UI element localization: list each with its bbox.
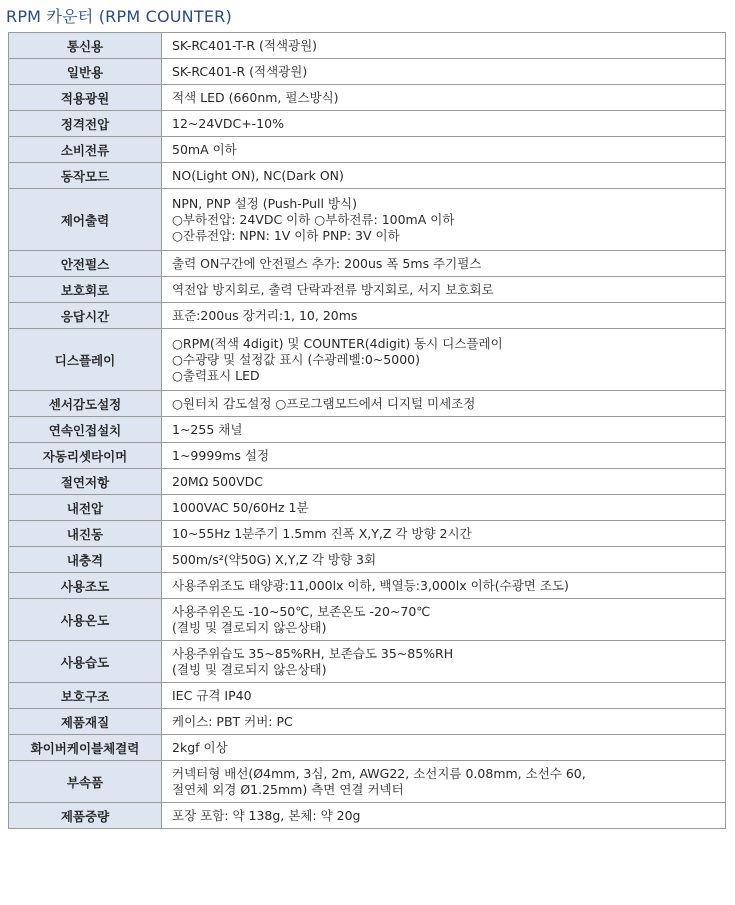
spec-value	[162, 137, 726, 163]
spec-value-line: NO(Light ON), NC(Dark ON)	[172, 167, 344, 183]
spec-value-line: ○RPM(적색 4digit) 및 COUNTER(4digit) 동시 디스플레이	[172, 335, 503, 351]
spec-value-line: 사용주위습도 35~85%RH, 보존습도 35~85%RH	[172, 645, 454, 661]
table-row	[9, 641, 726, 683]
table-row	[9, 251, 726, 277]
spec-value-line: ○수광량 및 설정값 표시 (수광레벨:0~5000)	[172, 351, 420, 367]
spec-value-line: 적색 LED (660nm, 펄스방식)	[172, 89, 339, 105]
spec-value	[162, 761, 726, 803]
spec-value-line: 케이스: PBT 커버: PC	[172, 713, 293, 729]
spec-value	[162, 417, 726, 443]
spec-value-line: 1000VAC 50/60Hz 1분	[172, 499, 309, 515]
spec-value	[162, 709, 726, 735]
spec-value-line: SK-RC401-R (적색광원)	[172, 63, 308, 79]
spec-value	[162, 33, 726, 59]
spec-value	[162, 189, 726, 251]
spec-value	[162, 277, 726, 303]
spec-label: 안전펄스	[9, 251, 162, 277]
spec-value	[162, 59, 726, 85]
table-row	[9, 709, 726, 735]
table-row	[9, 33, 726, 59]
spec-value	[162, 547, 726, 573]
spec-value	[162, 495, 726, 521]
spec-value-line: ○출력표시 LED	[172, 367, 260, 383]
table-row	[9, 277, 726, 303]
spec-label: 내전압	[9, 495, 162, 521]
spec-label: 내진동	[9, 521, 162, 547]
table-row	[9, 495, 726, 521]
spec-value	[162, 469, 726, 495]
table-row	[9, 573, 726, 599]
spec-value-line: (결빙 및 결로되지 않은상태)	[172, 619, 327, 635]
table-row	[9, 735, 726, 761]
table-row	[9, 469, 726, 495]
table-row	[9, 111, 726, 137]
spec-label: 내충격	[9, 547, 162, 573]
spec-value-line: 사용주위온도 -10~50℃, 보존온도 -20~70℃	[172, 603, 431, 619]
table-row	[9, 417, 726, 443]
table-row	[9, 547, 726, 573]
spec-label: 통신용	[9, 33, 162, 59]
spec-value	[162, 599, 726, 641]
spec-value-line: 포장 포함: 약 138g, 본체: 약 20g	[172, 807, 361, 823]
spec-label: 동작모드	[9, 163, 162, 189]
spec-value-line: 사용주위조도 태양광:11,000lx 이하, 백열등:3,000lx 이하(수광면 조도)	[172, 577, 569, 593]
spec-value-line: 역전압 방지회로, 출력 단락과전류 방지회로, 서지 보호회로	[172, 281, 494, 297]
spec-label: 센서감도설정	[9, 391, 162, 417]
spec-value-line: 2kgf 이상	[172, 739, 228, 755]
spec-value	[162, 521, 726, 547]
spec-value-line: 20MΩ 500VDC	[172, 473, 263, 489]
spec-label: 응답시간	[9, 303, 162, 329]
spec-label: 제어출력	[9, 189, 162, 251]
spec-label: 보호구조	[9, 683, 162, 709]
spec-value	[162, 85, 726, 111]
spec-value-line: 10~55Hz 1분주기 1.5mm 진폭 X,Y,Z 각 방향 2시간	[172, 525, 472, 541]
table-row	[9, 303, 726, 329]
table-row	[9, 683, 726, 709]
spec-value	[162, 111, 726, 137]
table-row	[9, 599, 726, 641]
spec-value	[162, 683, 726, 709]
spec-value	[162, 641, 726, 683]
table-row	[9, 443, 726, 469]
spec-value	[162, 391, 726, 417]
table-row	[9, 163, 726, 189]
page-title: RPM 카운터 (RPM COUNTER)	[6, 7, 232, 26]
spec-value-line: (결빙 및 결로되지 않은상태)	[172, 661, 327, 677]
spec-label: 사용조도	[9, 573, 162, 599]
table-row	[9, 521, 726, 547]
table-row	[9, 137, 726, 163]
spec-label: 적용광원	[9, 85, 162, 111]
spec-value	[162, 303, 726, 329]
spec-label: 사용온도	[9, 599, 162, 641]
spec-value-line: 절연체 외경 Ø1.25mm) 측면 연결 커넥터	[172, 781, 404, 797]
table-row	[9, 761, 726, 803]
spec-value	[162, 329, 726, 391]
spec-value-line: 50mA 이하	[172, 141, 237, 157]
spec-value	[162, 573, 726, 599]
spec-label: 소비전류	[9, 137, 162, 163]
spec-label: 화이버케이블체결력	[9, 735, 162, 761]
spec-value-line: 12~24VDC+-10%	[172, 115, 284, 131]
table-row	[9, 803, 726, 829]
spec-table	[8, 32, 726, 829]
spec-value-line: 1~9999ms 설정	[172, 447, 270, 463]
table-row	[9, 189, 726, 251]
spec-value-line: 표준:200us 장거리:1, 10, 20ms	[172, 307, 358, 323]
spec-table-body	[9, 33, 726, 829]
spec-value	[162, 803, 726, 829]
spec-value-line: 출력 ON구간에 안전펄스 추가: 200us 폭 5ms 주기펄스	[172, 255, 482, 271]
spec-value	[162, 251, 726, 277]
spec-label: 절연저항	[9, 469, 162, 495]
table-row	[9, 59, 726, 85]
spec-label: 일반용	[9, 59, 162, 85]
spec-label: 디스플레이	[9, 329, 162, 391]
spec-label: 부속품	[9, 761, 162, 803]
spec-value-line: ○원터치 감도설정 ○프로그램모드에서 디지털 미세조정	[172, 395, 476, 411]
spec-label: 보호회로	[9, 277, 162, 303]
spec-label: 연속인접설치	[9, 417, 162, 443]
spec-value-line: ○잔류전압: NPN: 1V 이하 PNP: 3V 이하	[172, 227, 400, 243]
spec-value	[162, 163, 726, 189]
table-row	[9, 329, 726, 391]
spec-value-line: NPN, PNP 설정 (Push-Pull 방식)	[172, 195, 357, 211]
spec-value-line: IEC 규격 IP40	[172, 687, 252, 703]
spec-label: 제품재질	[9, 709, 162, 735]
spec-label: 제품중량	[9, 803, 162, 829]
table-row	[9, 85, 726, 111]
spec-label: 자동리셋타이머	[9, 443, 162, 469]
spec-value	[162, 443, 726, 469]
spec-value-line: 1~255 채널	[172, 421, 243, 437]
spec-value-line: 500m/s²(약50G) X,Y,Z 각 방향 3회	[172, 551, 377, 567]
spec-value-line: SK-RC401-T-R (적색광원)	[172, 37, 318, 53]
spec-value-line: ○부하전압: 24VDC 이하 ○부하전류: 100mA 이하	[172, 211, 455, 227]
table-row	[9, 391, 726, 417]
spec-value	[162, 735, 726, 761]
spec-value-line: 커넥터형 배선(Ø4mm, 3심, 2m, AWG22, 소선지름 0.08mm, 소선수 60,	[172, 765, 586, 781]
spec-label: 사용습도	[9, 641, 162, 683]
spec-label: 정격전압	[9, 111, 162, 137]
